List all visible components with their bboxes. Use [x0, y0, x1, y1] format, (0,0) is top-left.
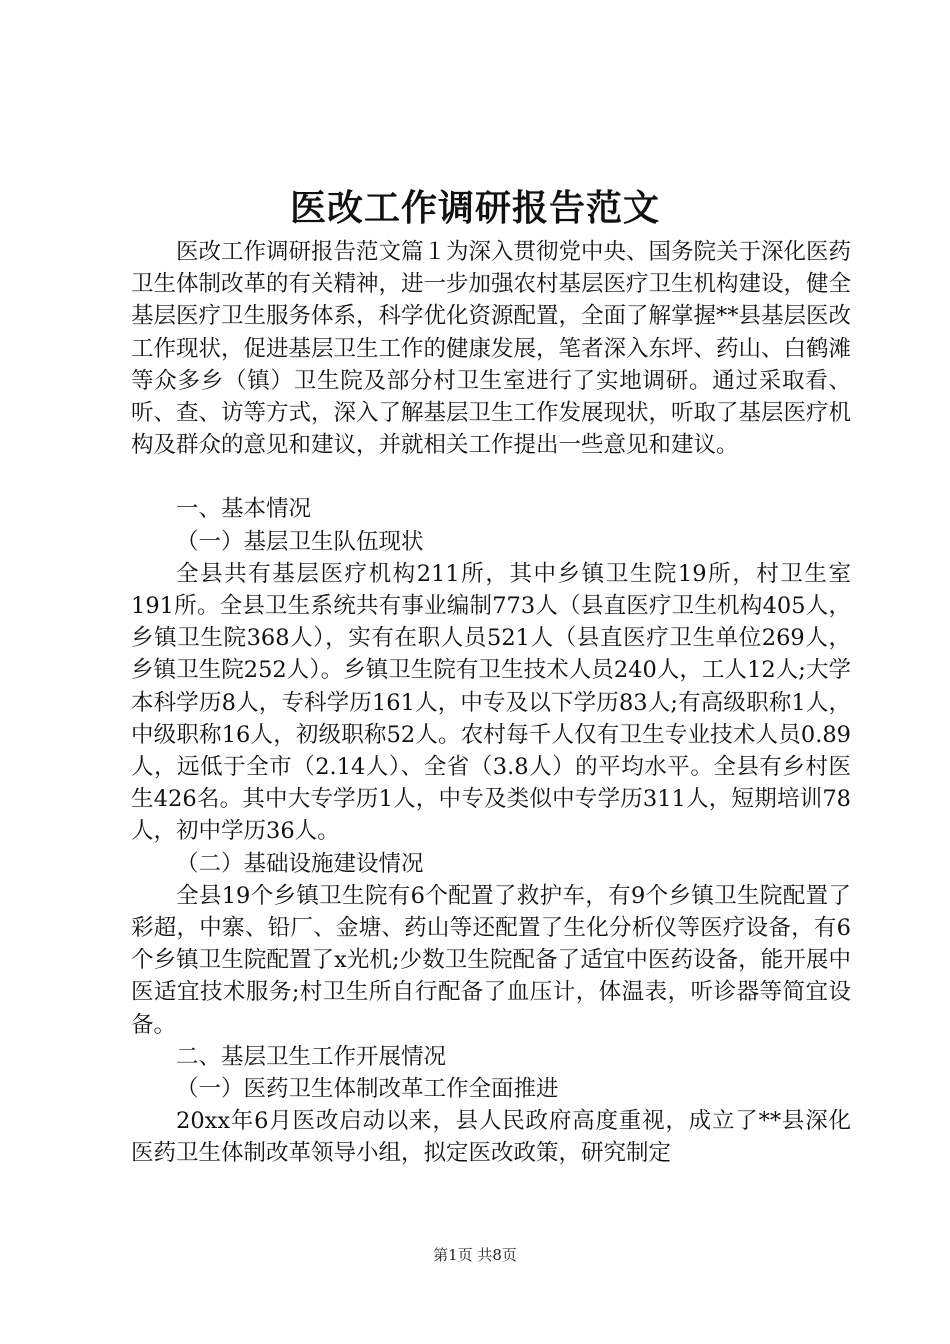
subsection-heading-1-1: （一）基层卫生队伍现状 [176, 528, 424, 555]
subsection-heading-2-1: （一）医药卫生体制改革工作全面推进 [176, 1076, 559, 1103]
document-body [131, 236, 851, 1170]
document-title: 医改工作调研报告范文 [289, 187, 660, 229]
section-heading-2: 二、基层卫生工作开展情况 [176, 1043, 447, 1070]
page-footer: 第1页 共8页 [433, 1246, 517, 1264]
subsection-heading-1-2: （二）基础设施建设情况 [176, 850, 424, 877]
paragraph-reform: 20xx年6月医改启动以来，县人民政府高度重视，成立了**县深化医药卫生体制改革领导小组，拟定医改政策，研究制定 [131, 1108, 851, 1167]
paragraph-infrastructure: 全县19个乡镇卫生院有6个配置了救护车，有9个乡镇卫生院配置了彩超，中寨、铅厂、金塘、药山等还配置了生化分析仪等医疗设备，有6个乡镇卫生院配置了x光机;少数卫生院配备了适宜中医药设备，能开展中医适宜技术服务;村卫生所自行配备了血压计，体温表，听诊器等简宜设备。 [131, 882, 851, 1038]
paragraph-intro: 医改工作调研报告范文篇１为深入贯彻党中央、国务院关于深化医药卫生体制改革的有关精神，进一步加强农村基层医疗卫生机构建设，健全基层医疗卫生服务体系，科学优化资源配置，全面了解掌握**县基层医改工作现状，促进基层卫生工作的健康发展，笔者深入东坪、药山、白鹤滩等众多乡（镇）卫生院及部分村卫生室进行了实地调研。通过采取看、听、查、访等方式，深入了解基层卫生工作发展现状，听取了基层医疗机构及群众的意见和建议，并就相关工作提出一些意见和建议。 [131, 239, 852, 459]
section-heading-1: 一、基本情况 [176, 496, 312, 523]
paragraph-staff-status: 全县共有基层医疗机构211所，其中乡镇卫生院19所，村卫生室191所。全县卫生系统共有事业编制773人（县直医疗卫生机构405人，乡镇卫生院368人），实有在职人员521人（县直医疗卫生单位269人，乡镇卫生院252人）。乡镇卫生院有卫生技术人员240人，工人12人;大学本科学历8人，专科学历161人，中专及以下学历83人;有高级职称1人，中级职称16人，初级职称52人。农村每千人仅有卫生专业技术人员0.89人，远低于全市（2.14人）、全省（3.8人）的平均水平。全县有乡村医生426名。其中大专学历1人，中专及类似中专学历311人，短期培训78人，初中学历36人。 [131, 560, 851, 845]
